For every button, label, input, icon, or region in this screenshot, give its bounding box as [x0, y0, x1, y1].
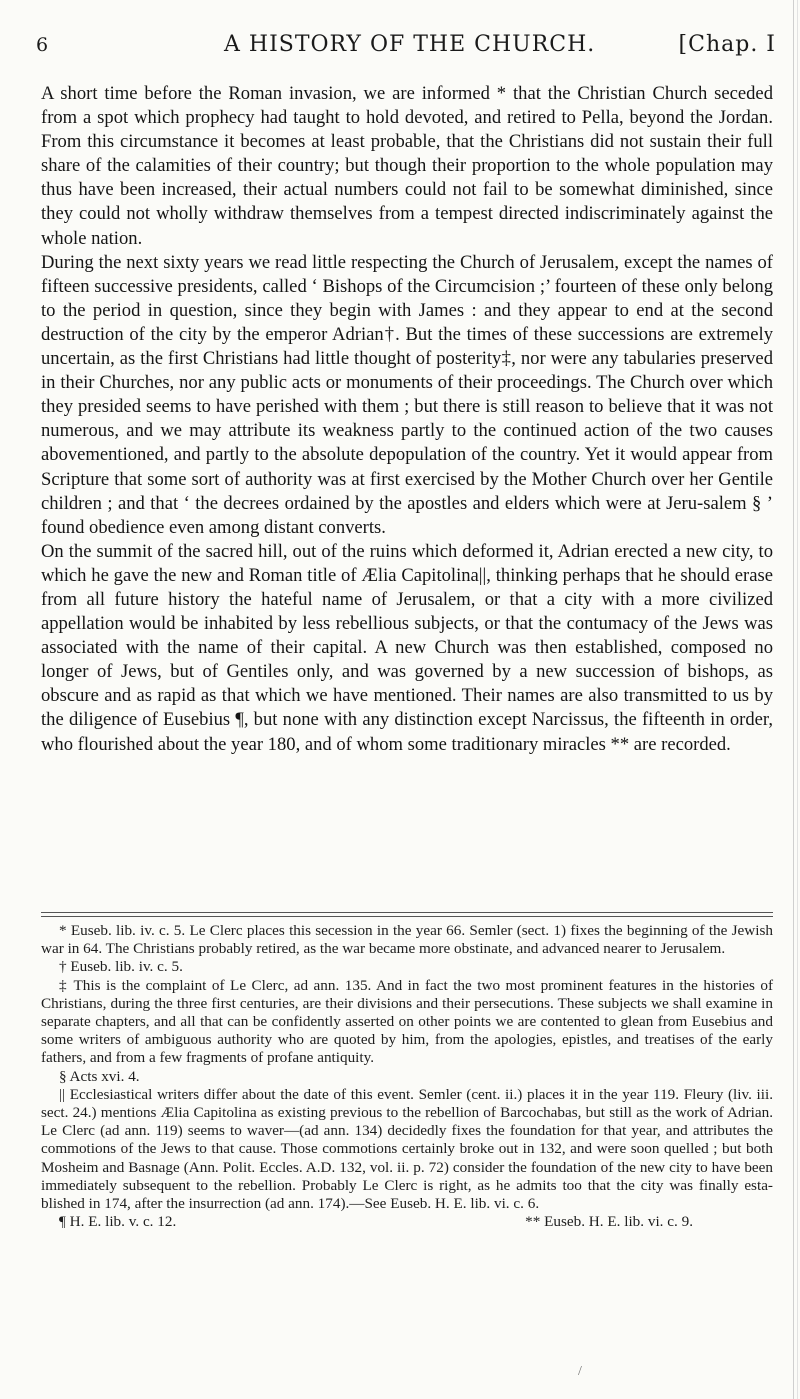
footnote-rule: [41, 912, 773, 917]
footnote-5: || Ecclesiastical writers differ about the date of this event. Semler (cent. ii.) places it in the year 119. Fleury (liv. iii. sect. 24.) mentions Ælia Capitolina as existing previous to the rebellion of Barcochabas, but still as the work of Adrian. Le Clerc (ad ann. 119) seems to waver—(ad ann. 134) decidedly fixes the foundation for that year, and attributes the commotions of the Jews to that cause. Those commotions certainly broke out in 132, and were soon quelled ; but both Mosheim and Basnage (Ann. Polit. Eccles. A.D. 132, vol. ii. p. 72) consider the foundation of the new city to have been immediately subsequent to the rebellion. Probably Le Clerc is right, as he admits too that the city was finally esta-blished in 174, after the insurrection (ad ann. 174).—See Euseb. H. E. lib. vi. c. 6.: [41, 1085, 773, 1213]
footnote-7: ** Euseb. H. E. lib. vi. c. 9.: [525, 1213, 693, 1231]
footnote-1: * Euseb. lib. iv. c. 5. Le Clerc places this secession in the year 66. Semler (sect. 1) fixes the beginning of the Jewish war in 64. The Christians probably retired, as the war became more obstinate, and advanced nearer to Jerusalem.: [41, 922, 773, 958]
footnote-4: § Acts xvi. 4.: [59, 1067, 140, 1085]
footnote-3: ‡ This is the complaint of Le Clerc, ad ann. 135. And in fact the two most prominent features in the histories of Christians, during the three first centuries, are their divisions and their persecutions. These subjects we shall examine in separate chapters, and all that can be confidently asserted on other points we are contented to glean from Eusebius and some writers of ambiguous authority who are quoted by him, from the apologies, epistles, and treatises of the early fathers, and from a few fragments of profane antiquity.: [41, 976, 773, 1067]
running-head: [36, 32, 776, 66]
footnote-6: ¶ H. E. lib. v. c. 12.: [59, 1213, 177, 1231]
stray-mark: /: [578, 1364, 582, 1379]
paragraph-3: On the summit of the sacred hill, out of the ruins which deformed it, Adrian erected a new city, to which he gave the new and Roman title of Ælia Capitolina||, thinking perhaps that he should erase from all future history the hateful name of Jerusalem, or that a city with a more civilized appellation would be inhabited by less rebellious subjects, or that the contumacy of the Jews was associated with the name of their capital. A new Church was then established, composed no longer of Jews, but of Gentiles only, and was governed by a new succession of bishops, as obscure and as rapid as that which we have mentioned. Their names are also transmitted to us by the diligence of Eusebius ¶, but none with any distinction except Narcissus, the fifteenth in order, who flourished about the year 180, and of whom some traditionary miracles ** are recorded.: [41, 540, 773, 755]
footnote-2: † Euseb. lib. iv. c. 5.: [59, 958, 183, 976]
main-text: [41, 82, 773, 757]
footnotes: [41, 922, 773, 1231]
running-title: A HISTORY OF THE CHURCH.: [224, 32, 596, 57]
chapter-marker: [Chap. I: [678, 32, 776, 57]
paragraph-2: During the next sixty years we read little respecting the Church of Jerusalem, except the names of fifteen successive presidents, called ‘ Bishops of the Circumcision ;’ fourteen of these only belong to the period in question, since they begin with James : and they appear to end at the second destruction of the city by the emperor Adrian†. But the times of these successions are extremely uncertain, as the first Christians had little thought of posterity‡, nor were any tabularies preserved in their Churches, nor any public acts or monuments of their proceedings. The Church over which they presided seems to have perished with them ; but there is still reason to believe that it was not numerous, and we may attribute its weakness partly to the continued action of the two causes abovementioned, and partly to the absolute depopulation of the country. Yet it would appear from Scripture that some sort of authority was at first exercised by the Mother Church over her Gentile children ; and that ‘ the decrees ordained by the apostles and elders which were at Jeru-salem § ’ found obedience even among distant converts.: [41, 251, 773, 538]
footnote-last-line: [41, 1213, 773, 1231]
page-edge: [793, 0, 794, 1399]
page-number: 6: [36, 34, 50, 56]
paragraph-1: A short time before the Roman invasion, we are informed * that the Christian Church seceded from a spot which prophecy had taught to hold devoted, and retired to Pella, beyond the Jordan. From this circumstance it becomes at least probable, that the Christians did not sustain their full share of the calamities of their country; but though their proportion to the whole population may thus have been increased, their actual numbers could not fail to be somewhat diminished, since they could not wholly withdraw themselves from a tempest directed indiscriminately against the whole nation.: [41, 83, 773, 249]
page-edge-outer: [797, 0, 798, 1399]
